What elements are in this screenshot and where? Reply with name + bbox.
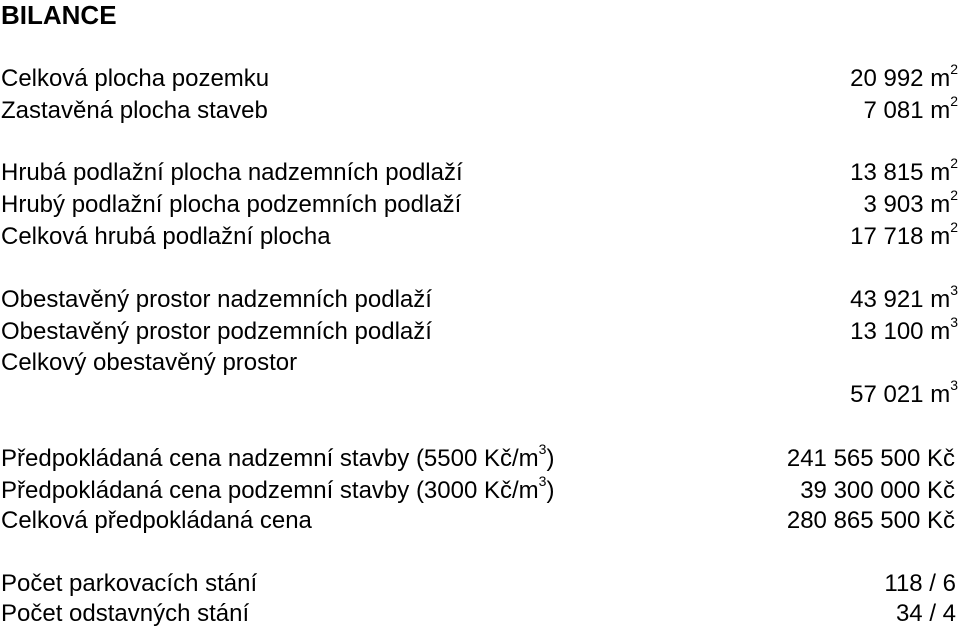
plot-area-label: Celková plocha pozemku (1, 65, 270, 92)
cost-above-value: 241 565 500 Kč (786, 445, 955, 472)
gross-area-above-value (850, 155, 958, 188)
cost-below-label-suffix: ) (546, 477, 555, 504)
gross-area-below-number: 3 903 m (863, 191, 951, 218)
cost-total-value: 280 865 500 Kč (786, 507, 955, 534)
row-gross-area-above (0, 155, 960, 188)
gross-area-total-unit-exponent: 2 (950, 219, 958, 235)
built-up-area-label: Zastavěná plocha staveb (1, 97, 268, 124)
built-up-area-value (863, 93, 958, 126)
row-gross-area-below (0, 187, 960, 220)
volume-above-label: Obestavěný prostor nadzemních podlaží (1, 286, 432, 313)
gross-area-total-label: Celková hrubá podlažní plocha (1, 223, 331, 250)
page-title: BILANCE (1, 0, 117, 30)
row-cost-below (0, 473, 960, 506)
cost-below-label-exponent: 3 (538, 473, 547, 489)
row-volume-total-value (0, 377, 960, 410)
gross-area-total-value (850, 219, 958, 252)
row-volume-total-label (0, 348, 960, 378)
cost-total-label: Celková předpokládaná cena (1, 507, 312, 534)
volume-total-unit-exponent: 3 (950, 377, 958, 393)
row-parking-spaces (0, 569, 960, 599)
cost-above-label (1, 441, 555, 474)
parking-spaces-value: 118 / 6 (884, 570, 956, 597)
volume-below-number: 13 100 m (850, 318, 951, 345)
gross-area-above-label: Hrubá podlažní plocha nadzemních podlaží (1, 159, 463, 186)
gross-area-below-unit-exponent: 2 (950, 187, 958, 203)
cost-below-value: 39 300 000 Kč (800, 477, 955, 504)
parking-spaces-label: Počet parkovacích stání (1, 570, 258, 597)
plot-area-value (850, 61, 958, 94)
row-volume-below (0, 314, 960, 347)
volume-below-label: Obestavěný prostor podzemních podlaží (1, 318, 432, 345)
gross-area-below-label: Hrubý podlažní plocha podzemních podlaží (1, 191, 462, 218)
built-up-area-unit-exponent: 2 (950, 93, 958, 109)
plot-area-unit-exponent: 2 (950, 61, 958, 77)
volume-below-value (850, 314, 958, 347)
standing-spaces-value: 34 / 4 (895, 600, 956, 627)
built-up-area-number: 7 081 m (863, 97, 951, 124)
gross-area-total-number: 17 718 m (850, 223, 951, 250)
cost-below-label (1, 473, 555, 506)
cost-above-label-suffix: ) (546, 445, 555, 472)
row-cost-above (0, 441, 960, 474)
plot-area-number: 20 992 m (850, 65, 951, 92)
gross-area-below-value (863, 187, 958, 220)
row-built-up-area (0, 93, 960, 126)
volume-above-number: 43 921 m (850, 286, 951, 313)
cost-below-label-prefix: Předpokládaná cena podzemní stavby (3000 Kč/m (1, 477, 539, 504)
row-cost-total (0, 506, 960, 536)
cost-above-label-exponent: 3 (538, 441, 547, 457)
row-volume-above (0, 282, 960, 315)
cost-above-label-prefix: Předpokládaná cena nadzemní stavby (5500 Kč/m (1, 445, 539, 472)
volume-above-unit-exponent: 3 (950, 282, 958, 298)
volume-total-number: 57 021 m (850, 381, 951, 408)
gross-area-above-number: 13 815 m (850, 159, 951, 186)
standing-spaces-label: Počet odstavných stání (1, 600, 250, 627)
volume-above-value (850, 282, 958, 315)
row-plot-area (0, 61, 960, 94)
row-gross-area-total (0, 219, 960, 252)
volume-total-label: Celkový obestavěný prostor (1, 349, 298, 376)
volume-below-unit-exponent: 3 (950, 314, 958, 330)
volume-total-value (850, 377, 958, 410)
row-standing-spaces (0, 599, 960, 629)
gross-area-above-unit-exponent: 2 (950, 155, 958, 171)
